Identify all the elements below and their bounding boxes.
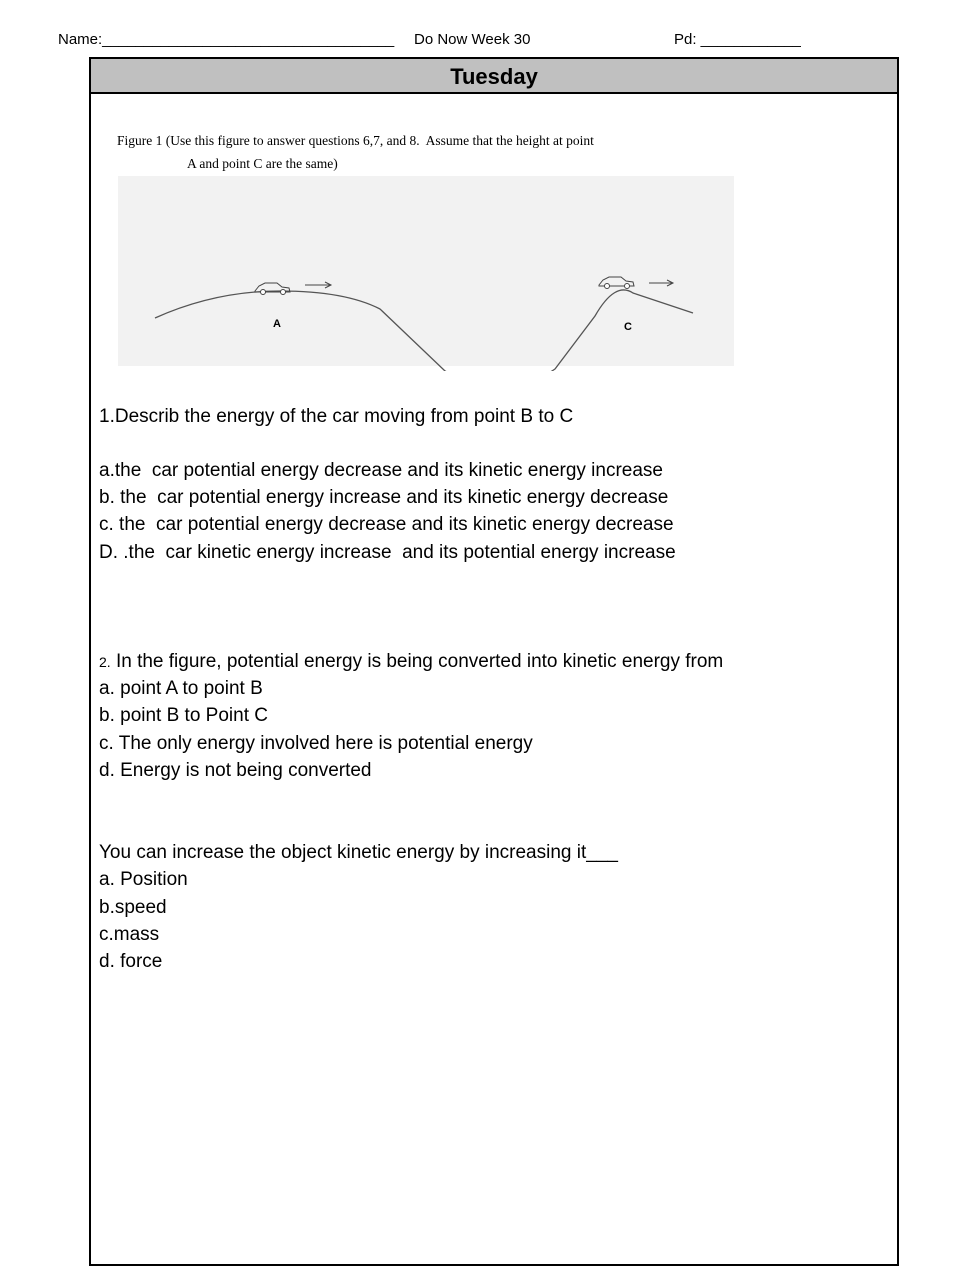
question-1-option-a: a.the car potential energy decrease and its kinetic energy increase [99, 460, 663, 481]
figure-caption-line1: Figure 1 (Use this figure to answer questions 6,7, and 8. Assume that the height at point [117, 133, 594, 148]
question-3-option-a: a. Position [99, 869, 188, 890]
question-2-option-c: c. The only energy involved here is potential energy [99, 733, 533, 754]
worksheet-box [89, 57, 899, 1266]
roller-coaster-track [155, 290, 693, 371]
arrow-right-icon [649, 280, 673, 286]
question-1-option-c: c. the car potential energy decrease and its kinetic energy decrease [99, 514, 674, 535]
arrow-right-icon [305, 282, 331, 288]
car-icon [255, 283, 290, 295]
question-1-prompt: 1.Describ the energy of the car moving from point B to C [99, 406, 574, 427]
day-heading: Tuesday [91, 59, 897, 94]
worksheet-title: Do Now Week 30 [414, 31, 531, 48]
question-2-number: 2. [99, 654, 111, 670]
question-3-prompt: You can increase the object kinetic energy by increasing it___ [99, 842, 618, 863]
question-2-option-a: a. point A to point B [99, 678, 263, 699]
question-2-option-b: b. point B to Point C [99, 705, 268, 726]
question-3-option-d: d. force [99, 951, 163, 972]
point-c-label: C [624, 321, 632, 333]
question-2-prompt [99, 648, 723, 676]
track-diagram [115, 131, 737, 371]
question-1-option-d: D. .the car kinetic energy increase and its potential energy increase [99, 542, 676, 563]
figure-caption-line2: A and point C are the same) [187, 156, 338, 171]
question-2-text: In the figure, potential energy is being converted into kinetic energy from [110, 651, 724, 672]
point-a-label: A [273, 318, 281, 330]
energy-figure [115, 131, 737, 371]
question-3-option-c: c.mass [99, 924, 160, 945]
name-field-label: Name:___________________________________ [58, 31, 395, 48]
question-1-option-b: b. the car potential energy increase and its kinetic energy decrease [99, 487, 669, 508]
period-field-label: Pd: ____________ [674, 31, 801, 48]
car-icon [599, 277, 634, 289]
question-2-option-d: d. Energy is not being converted [99, 760, 372, 781]
question-3-option-b: b.speed [99, 897, 167, 918]
